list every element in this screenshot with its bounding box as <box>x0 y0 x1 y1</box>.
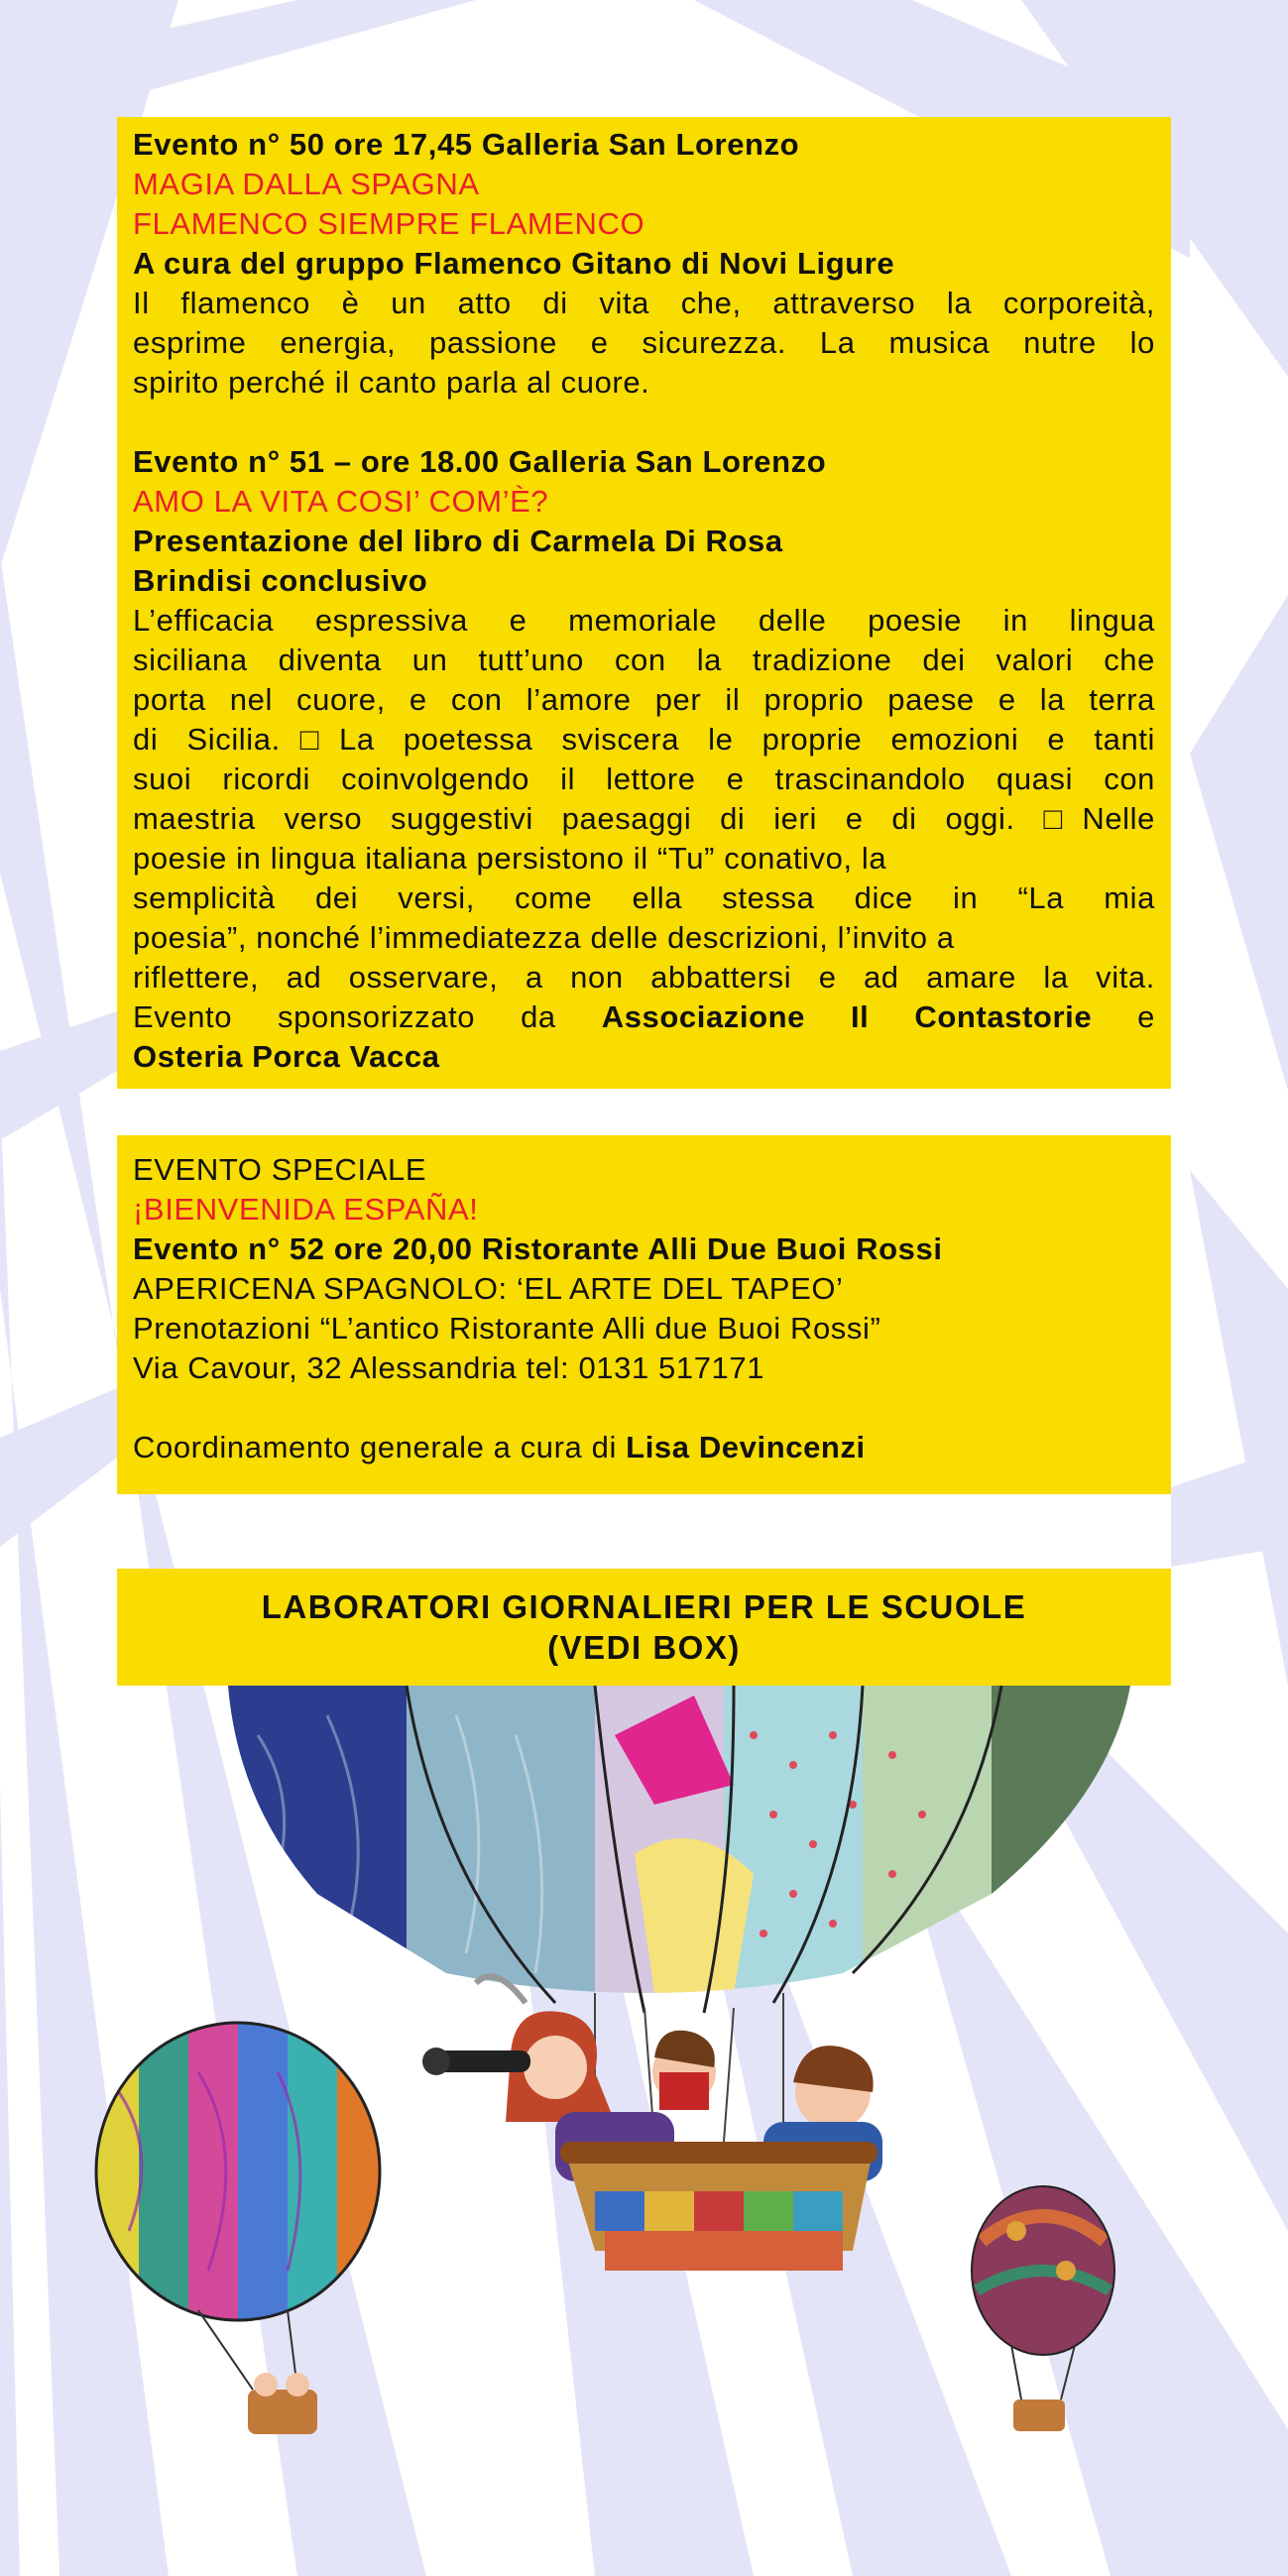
event-50-header: Evento n° 50 ore 17,45 Galleria San Lorenzo <box>133 127 800 162</box>
balloons-illustration <box>0 1676 1288 2576</box>
big-balloon <box>228 1686 1130 2013</box>
booking-line: Prenotazioni “L’antico Ristorante Alli due Buoi Rossi” <box>133 1311 881 1346</box>
event-51-header: Evento n° 51 – ore 18.00 Galleria San Lorenzo <box>133 444 827 479</box>
special-event-panel <box>117 1135 1171 1494</box>
event-51-desc-line: poesie in lingua italiana persistono il “Tu” conativo, la <box>133 841 887 876</box>
sponsor-contastorie: Associazione Il Contastorie <box>601 999 1093 1034</box>
event-51-title: AMO LA VITA COSI’ COM’È? <box>133 484 549 519</box>
event-52-header: Evento n° 52 ore 20,00 Ristorante Alli Due Buoi Rossi <box>133 1231 943 1266</box>
event-51-desc-line: semplicità dei versi, come ella stessa dice in “La mia <box>133 880 1155 915</box>
labs-banner <box>117 1569 1171 1686</box>
special-label: EVENTO SPECIALE <box>133 1152 427 1187</box>
coordinator-name: Lisa Devincenzi <box>626 1430 866 1464</box>
event-50-desc-line: spirito perché il canto parla al cuore. <box>133 365 650 400</box>
event-51-subtitle-1: Presentazione del libro di Carmela Di Rosa <box>133 524 783 558</box>
event-51-desc-line: poesia”, nonché l’immediatezza delle descrizioni, l’invito a <box>133 920 955 955</box>
event-50-curator: A cura del gruppo Flamenco Gitano di Novi Ligure <box>133 246 895 281</box>
coordination-prefix: Coordinamento generale a cura di <box>133 1430 617 1464</box>
event-51-desc-line: L’efficacia espressiva e memoriale delle poesie in lingua <box>133 603 1155 638</box>
basket <box>560 2142 878 2271</box>
event-52-subtitle: APERICENA SPAGNOLO: ‘EL ARTE DEL TAPEO’ <box>133 1271 844 1306</box>
event-50-title-1: MAGIA DALLA SPAGNA <box>133 167 480 201</box>
event-51-desc-line: maestria verso suggestivi paesaggi di ieri e di oggi. □Nelle <box>133 801 1155 836</box>
events-panel <box>117 117 1171 1089</box>
event-51-desc-line: di Sicilia.□La poetessa sviscera le proprie emozioni e tanti <box>133 722 1155 757</box>
labs-line-1: LABORATORI GIORNALIERI PER LE SCUOLE <box>261 1588 1027 1625</box>
sponsor-and: e <box>1137 999 1155 1034</box>
event-50-title-2: FLAMENCO SIEMPRE FLAMENCO <box>133 206 645 241</box>
labs-line-2: (VEDI BOX) <box>547 1629 741 1666</box>
event-51-desc-line: porta nel cuore, e con l’amore per il proprio paese e la terra <box>133 682 1155 717</box>
event-50-desc-line: Il flamenco è un atto di vita che, attraverso la corporeità, <box>133 286 1155 320</box>
sponsor-osteria: Osteria Porca Vacca <box>133 1039 440 1074</box>
event-51-desc-line: riflettere, ad osservare, a non abbattersi e ad amare la vita. <box>133 960 1155 995</box>
coordination-line <box>133 1428 1155 1467</box>
event-50-desc-line: esprime energia, passione e sicurezza. La musica nutre lo <box>133 325 1155 360</box>
striped-balloon <box>89 2023 387 2434</box>
address-line: Via Cavour, 32 Alessandria tel: 0131 517171 <box>133 1350 765 1385</box>
event-51-subtitle-2: Brindisi conclusivo <box>133 563 428 598</box>
special-title: ¡BIENVENIDA ESPAÑA! <box>133 1192 479 1227</box>
small-balloon <box>972 2186 1114 2431</box>
sponsor-prefix: Evento sponsorizzato da <box>133 999 556 1034</box>
event-51-desc-line: siciliana diventa un tutt’uno con la tradizione dei valori che <box>133 643 1155 677</box>
event-51-desc-line: suoi ricordi coinvolgendo il lettore e trascinandolo quasi con <box>133 761 1155 796</box>
event-51-sponsor-line <box>133 997 1155 1037</box>
